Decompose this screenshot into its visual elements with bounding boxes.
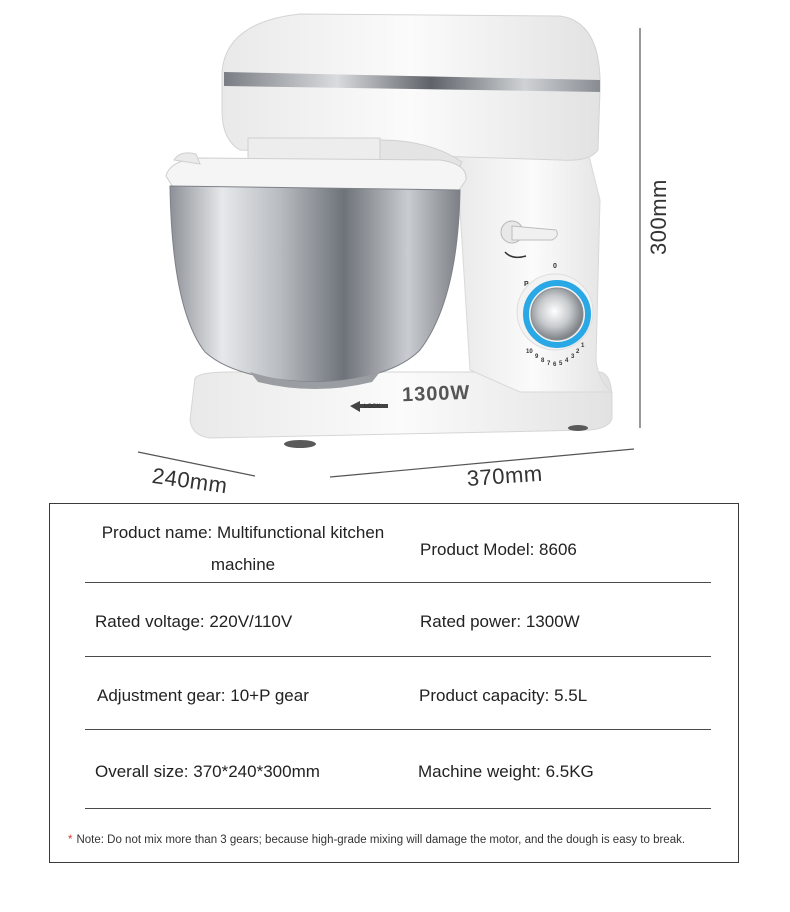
row-divider <box>85 808 711 809</box>
dial-mark-4: 4 <box>565 358 569 364</box>
spec-overall-size: Overall size: 370*240*300mm <box>95 762 320 781</box>
dial-mark-6: 6 <box>553 362 557 368</box>
spec-product-capacity: Product capacity: 5.5L <box>419 686 588 705</box>
note-text: Note: Do not mix more than 3 gears; because high-grade mixing will damage the motor, and the dough is easy to break. <box>76 834 686 846</box>
dial-mark-p: P <box>524 281 529 288</box>
spec-machine-weight: Machine weight: 6.5KG <box>418 762 594 781</box>
lock-label: LOCK <box>364 404 381 410</box>
speed-knob <box>531 288 583 340</box>
spec-row <box>50 657 738 730</box>
spec-row <box>50 730 738 810</box>
stainless-bowl <box>170 186 460 382</box>
spec-row <box>50 584 738 657</box>
height-dimension-label: 300mm <box>646 179 671 255</box>
spec-product-model: Product Model: 8606 <box>420 540 577 559</box>
power-badge: 1300W <box>401 381 471 407</box>
dial-mark-9: 9 <box>535 354 539 360</box>
spec-row <box>50 504 738 584</box>
mixer-column <box>455 127 612 392</box>
width-dimension-label: 370mm <box>466 460 544 491</box>
dial-mark-3: 3 <box>571 354 575 360</box>
base-foot-left <box>284 440 316 448</box>
spec-rated-voltage: Rated voltage: 220V/110V <box>95 612 293 631</box>
base-foot-right <box>568 425 588 431</box>
spec-product-name-line1: Product name: Multifunctional kitchen <box>101 523 385 542</box>
depth-dimension-label: 240mm <box>150 463 230 499</box>
note-star-icon: * <box>68 834 73 846</box>
row-divider <box>85 582 711 583</box>
dial-mark-0: 0 <box>553 263 557 270</box>
dial-mark-2: 2 <box>576 349 580 355</box>
spec-product-name-line2: machine <box>210 555 276 574</box>
dial-mark-5: 5 <box>559 361 563 367</box>
dial-mark-1: 1 <box>581 343 585 349</box>
spec-table <box>49 503 739 863</box>
spec-product-name <box>93 517 393 581</box>
usage-note <box>68 834 685 846</box>
spec-adjustment-gear: Adjustment gear: 10+P gear <box>97 686 309 705</box>
spec-rated-power: Rated power: 1300W <box>420 612 580 631</box>
dial-mark-10: 10 <box>526 349 533 355</box>
dial-mark-8: 8 <box>541 358 545 364</box>
dial-mark-7: 7 <box>547 361 551 367</box>
